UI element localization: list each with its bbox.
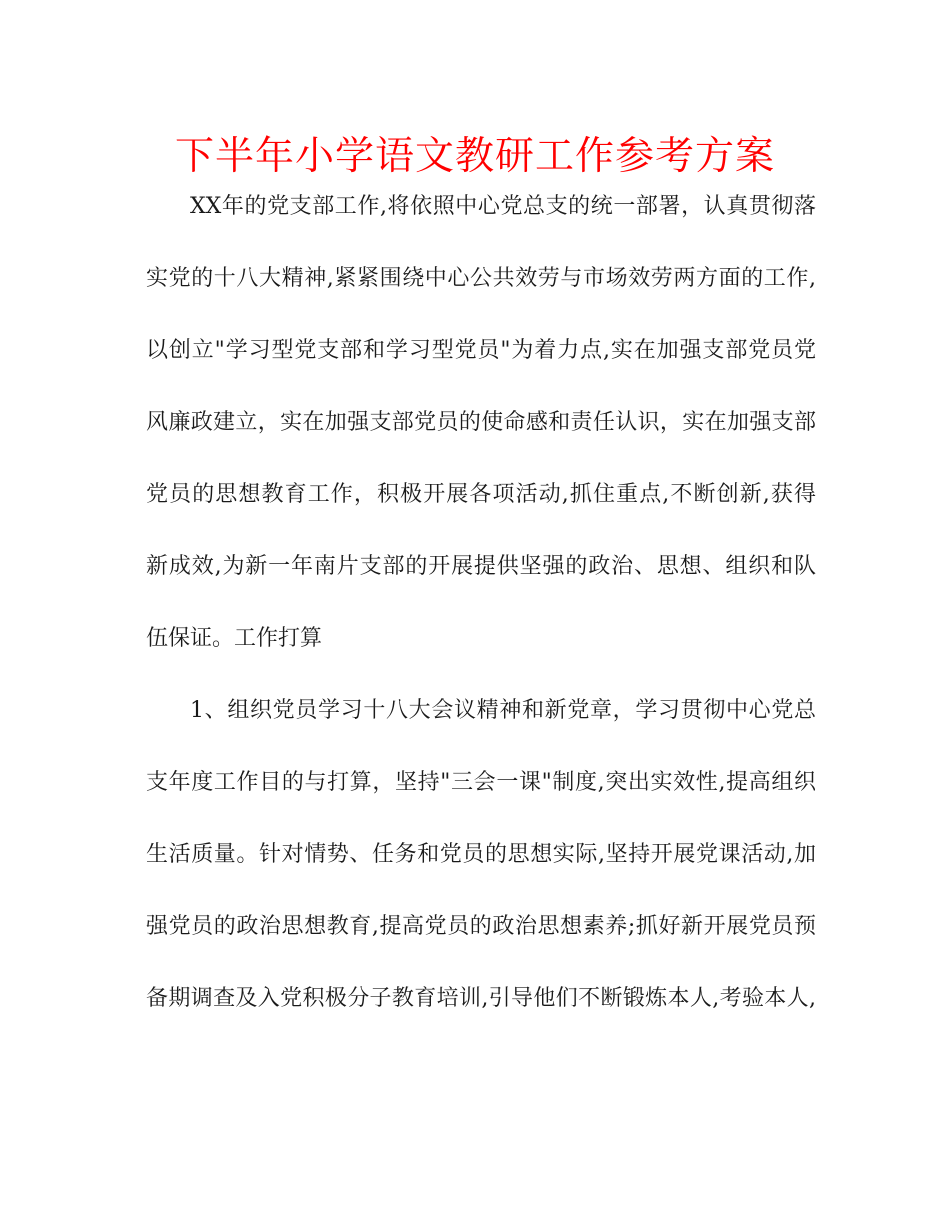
paragraph-line: 强党员的政治思想教育,提高党员的政治思想素养;抓好新开展党员预 [146,914,816,939]
document-title: 下半年小学语文教研工作参考方案 [174,134,775,179]
paragraph-line: 生活质量。针对情势、任务和党员的思想实际,坚持开展党课活动,加 [146,842,816,867]
paragraph-line: 以创立"学习型党支部和学习型党员"为着力点,实在加强支部党员党 [146,338,816,363]
paragraph-line: 实党的十八大精神,紧紧围绕中心公共效劳与市场效劳两方面的工作, [146,266,816,291]
paragraph-line: 伍保证。工作打算 [146,626,323,651]
paragraph-line: 风廉政建立，实在加强支部党员的使命感和责任认识，实在加强支部 [146,410,816,435]
paragraph-line: XX年的党支部工作,将依照中心党总支的统一部署，认真贯彻落 [190,194,816,219]
paragraph-line: 党员的思想教育工作，积极开展各项活动,抓住重点,不断创新,获得 [146,482,816,507]
paragraph-line: 1、组织党员学习十八大会议精神和新党章，学习贯彻中心党总 [190,698,816,723]
paragraph-line: 支年度工作目的与打算，坚持"三会一课"制度,突出实效性,提高组织 [146,770,816,795]
paragraph-line: 新成效,为新一年南片支部的开展提供坚强的政治、思想、组织和队 [146,554,816,579]
paragraph-line: 备期调查及入党积极分子教育培训,引导他们不断锻炼本人,考验本人, [146,986,816,1011]
